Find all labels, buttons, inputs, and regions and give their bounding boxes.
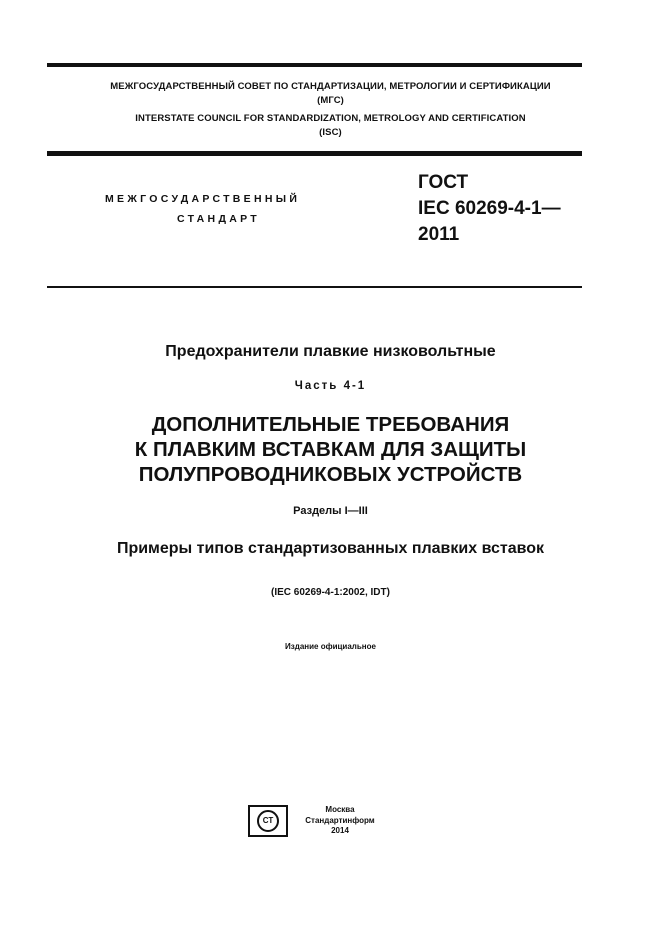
- logo-circle-icon: [257, 810, 279, 832]
- title-caps-line3: ПОЛУПРОВОДНИКОВЫХ УСТРОЙСТВ: [138, 463, 523, 486]
- edition-label: Издание официальное: [285, 642, 376, 651]
- idt-reference: (IEC 60269-4-1:2002, IDT): [271, 587, 390, 598]
- document-title: Предохранители плавкие низковольтные: [165, 343, 496, 360]
- sections-label: Разделы I—III: [293, 505, 368, 517]
- publisher-name: Стандартинформ: [305, 815, 375, 825]
- standard-type-line1: МЕЖГОСУДАРСТВЕННЫЙ: [105, 193, 301, 205]
- publisher-block: [290, 805, 390, 837]
- gost-label: ГОСТ: [418, 172, 469, 193]
- examples-title: Примеры типов стандартизованных плавких вставок: [116, 540, 545, 557]
- header-rule: [47, 151, 582, 156]
- part-number: Часть 4-1: [294, 380, 367, 392]
- council-abbr-en: (ISC): [319, 127, 342, 138]
- council-abbr-ru: (МГС): [317, 95, 344, 106]
- standard-type-line2: СТАНДАРТ: [177, 213, 260, 225]
- gost-year: 2011: [418, 224, 460, 245]
- logo-text: СТ: [262, 816, 274, 825]
- designation-rule: [47, 286, 582, 288]
- standartinform-logo: [248, 805, 288, 837]
- publisher-year: 2014: [331, 826, 349, 835]
- top-rule: [47, 63, 582, 67]
- publisher-city: Москва: [325, 805, 355, 814]
- council-name-en: INTERSTATE COUNCIL FOR STANDARDIZATION, METROLOGY AND CERTIFICATION: [135, 113, 526, 124]
- title-caps-line2: К ПЛАВКИМ ВСТАВКАМ ДЛЯ ЗАЩИТЫ: [134, 438, 527, 461]
- title-caps-line1: ДОПОЛНИТЕЛЬНЫЕ ТРЕБОВАНИЯ: [151, 413, 510, 436]
- council-name-ru: МЕЖГОСУДАРСТВЕННЫЙ СОВЕТ ПО СТАНДАРТИЗАЦИИ, МЕТРОЛОГИИ И СЕРТИФИКАЦИИ: [110, 81, 551, 92]
- gost-number: IEC 60269-4-1—: [418, 198, 561, 219]
